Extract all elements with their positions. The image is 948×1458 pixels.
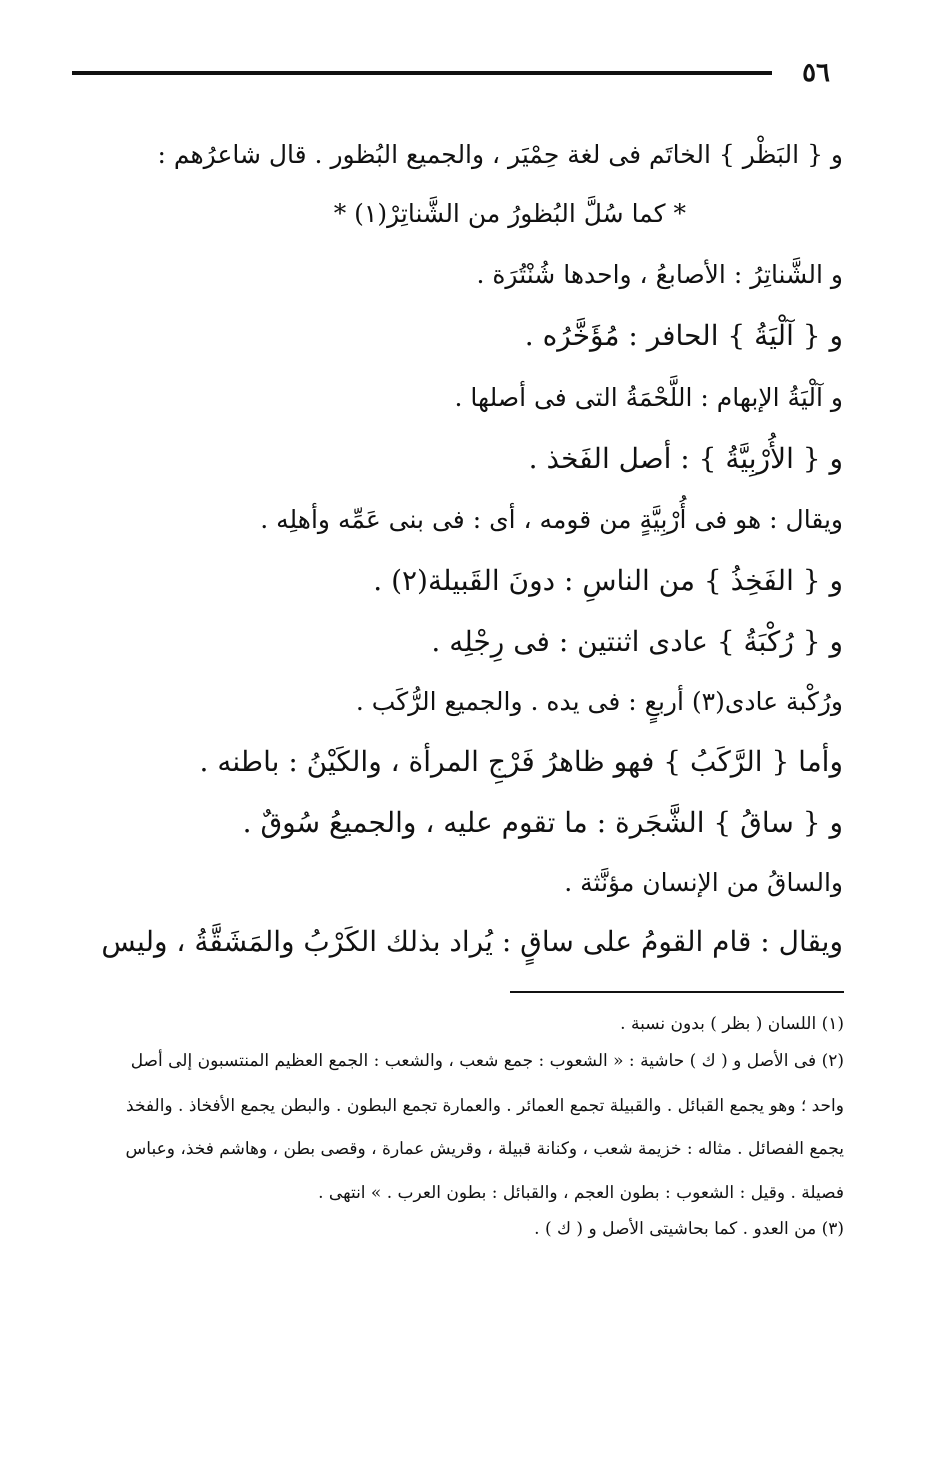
- poetry-verse: * كما سُلَّ البُظورُ من الشَّناتِرْ(١) *: [333, 199, 686, 228]
- body-line: ويقال : قام القومُ على ساقٍ : يُراد بذلك الكَرْبُ والمَشَقَّةُ ، وليس: [101, 925, 843, 958]
- page-number: ٥٦: [802, 58, 830, 88]
- body-line: و آلْيَةُ الإبهام : اللَّحْمَةُ التى فى أصلها .: [454, 383, 843, 412]
- footnote-line: واحد ؛ وهو يجمع القبائل . والقبيلة تجمع العمائر . والعمارة تجمع البطون . والبطن يجمع الأفخاذ . والفخذ: [126, 1096, 844, 1116]
- body-line: و { الفَخِذُ } من الناسِ : دونَ القَبيلة(٢) .: [373, 564, 843, 597]
- body-line: و الشَّناتِرُ : الأصابعُ ، واحدها شُنْتُرَة .: [476, 260, 843, 289]
- header-rule: [72, 71, 772, 75]
- body-line: و { آلْيَةُ } الحافر : مُؤَخَّرُه .: [524, 319, 843, 352]
- body-line: ورُكْبة عادى(٣) أربعٍ : فى يده . والجميع الرُّكَب .: [355, 687, 843, 716]
- footnote-line: (٣) من العدو . كما بحاشيتى الأصل و ( ك ) .: [534, 1219, 844, 1239]
- footnote-line: يجمع الفصائل . مثاله : خزيمة شعب ، وكنانة قبيلة ، وقريش عمارة ، وقصى بطن ، وهاشم فخذ، وعباس: [125, 1139, 844, 1159]
- body-line: و { البَظْر } الخاتَم فى لغة حِمْيَر ، والجميع البُظور . قال شاعرُهم :: [157, 140, 843, 169]
- footnote-rule: [510, 991, 844, 993]
- body-line: وأما { الرَّكَبُ } فهو ظاهرُ فَرْجِ المرأة ، والكَيْنُ : باطنه .: [199, 745, 843, 778]
- body-line: ويقال : هو فى أُرْبِيَّةٍ من قومه ، أى : فى بنى عَمِّه وأهلِه .: [260, 505, 843, 534]
- body-line: و { الأُرْبِيَّةُ } : أصل الفَخذ .: [528, 442, 843, 475]
- footnote-line: (١) اللسان ( بظر ) بدون نسبة .: [620, 1014, 844, 1034]
- body-line: و { رُكْبَةُ } عادى اثنتين : فى رِجْلِه .: [431, 625, 843, 658]
- footnote-line: (٢) فى الأصل و ( ك ) حاشية : « الشعوب : جمع شعب ، والشعب : الجمع العظيم المنتسبون إلى أصل: [130, 1051, 844, 1071]
- body-line: والساقُ من الإنسان مؤنَّثة .: [564, 868, 843, 897]
- footnote-line: فصيلة . وقيل : الشعوب : بطون العجم ، والقبائل : بطون العرب . » انتهى .: [318, 1183, 844, 1203]
- body-line: و { ساقُ } الشَّجَرة : ما تقوم عليه ، والجميعُ سُوقٌ .: [242, 806, 843, 839]
